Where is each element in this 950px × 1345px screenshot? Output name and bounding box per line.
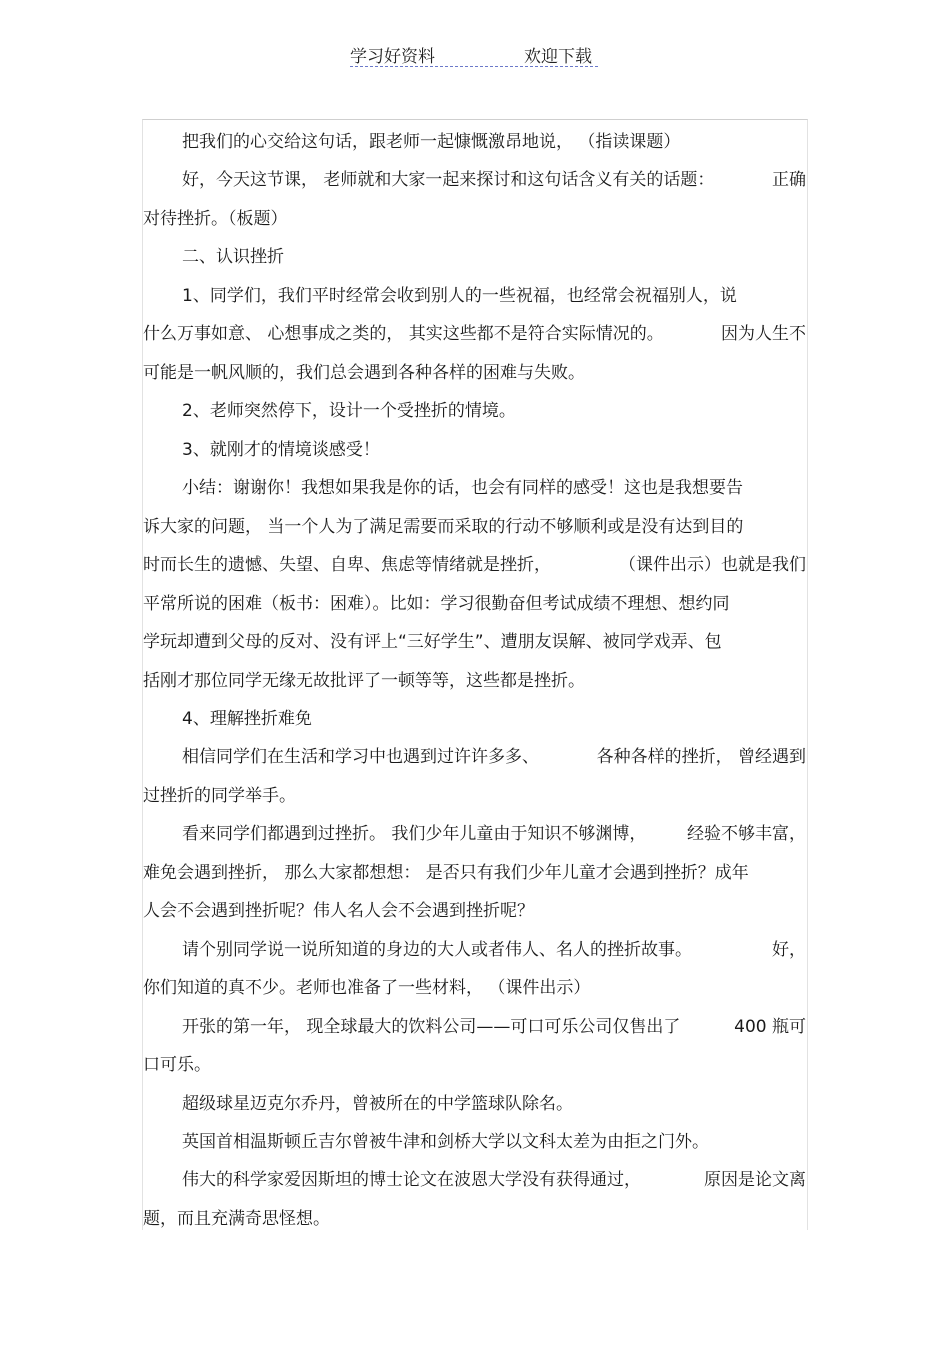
text-line: 诉大家的问题， 当一个人为了满足需要而采取的行动不够顺利或是没有达到目的 [143,517,744,537]
header-left-text: 学习好资料 [350,47,435,67]
section-heading: 二、认识挫折 [182,247,284,267]
text-line: 请个别同学说一说所知道的身边的大人或者伟人、名人的挫折故事。 好， [182,940,806,960]
text-line: 对待挫折。（板题） [143,209,288,229]
text-line: 难免会遇到挫折， 那么大家都想想： 是否只有我们少年儿童才会遇到挫折？成年 [143,863,749,883]
text-line: 时而长生的遗憾、失望、自卑、焦虑等情绪就是挫折， （课件出示）也就是我们 [143,555,806,575]
text-line: 你们知道的真不少。老师也准备了一些材料， （课件出示） [143,978,591,998]
header-right-text: 欢迎下载 [524,47,592,67]
text-line: 看来同学们都遇到过挫折。 我们少年儿童由于知识不够渊博， 经验不够丰富， [182,824,806,844]
text-line: 相信同学们在生活和学习中也遇到过许许多多、 各种各样的挫折， 曾经遇到 [182,747,806,767]
text-line: 口可乐。 [143,1055,211,1075]
text-line: 人会不会遇到挫折呢？伟人名人会不会遇到挫折呢？ [143,901,534,921]
text-line: 学玩却遭到父母的反对、没有评上“三好学生”、遭朋友误解、被同学戏弄、包 [143,632,722,652]
text-line: 好，今天这节课， 老师就和大家一起来探讨和这句话含义有关的话题： 正确 [182,170,806,190]
text-line: 括刚才那位同学无缘无故批评了一顿等等，这些都是挫折。 [143,671,585,691]
text-line: 英国首相温斯顿丘吉尔曾被牛津和剑桥大学以文科太差为由拒之门外。 [182,1132,709,1152]
text-line: 平常所说的困难（板书：困难）。比如：学习很勤奋但考试成绩不理想、想约同 [143,594,730,614]
text-line: 1、同学们，我们平时经常会收到别人的一些祝福，也经常会祝福别人，说 [182,286,737,306]
text-line: 伟大的科学家爱因斯坦的博士论文在波恩大学没有获得通过， 原因是论文离 [182,1170,806,1190]
text-line: 题，而且充满奇思怪想。 [143,1209,330,1229]
text-line: 可能是一帆风顺的，我们总会遇到各种各样的困难与失败。 [143,363,585,383]
text-line: 2、老师突然停下，设计一个受挫折的情境。 [182,401,516,421]
page-header [350,40,598,67]
text-line: 什么万事如意、 心想事成之类的， 其实这些都不是符合实际情况的。 因为人生不 [143,324,806,344]
text-line: 把我们的心交给这句话，跟老师一起慷慨激昂地说， （指读课题） [182,132,681,152]
section-heading: 4、理解挫折难免 [182,709,312,729]
text-line: 过挫折的同学举手。 [143,786,296,806]
text-line: 开张的第一年， 现全球最大的饮料公司——可口可乐公司仅售出了 400 瓶可 [182,1017,806,1037]
text-line: 超级球星迈克尔乔丹，曾被所在的中学篮球队除名。 [182,1094,573,1114]
text-line: 3、就刚才的情境谈感受！ [182,440,380,460]
text-line: 小结：谢谢你！我想如果我是你的话，也会有同样的感受！这也是我想要告 [182,478,743,498]
